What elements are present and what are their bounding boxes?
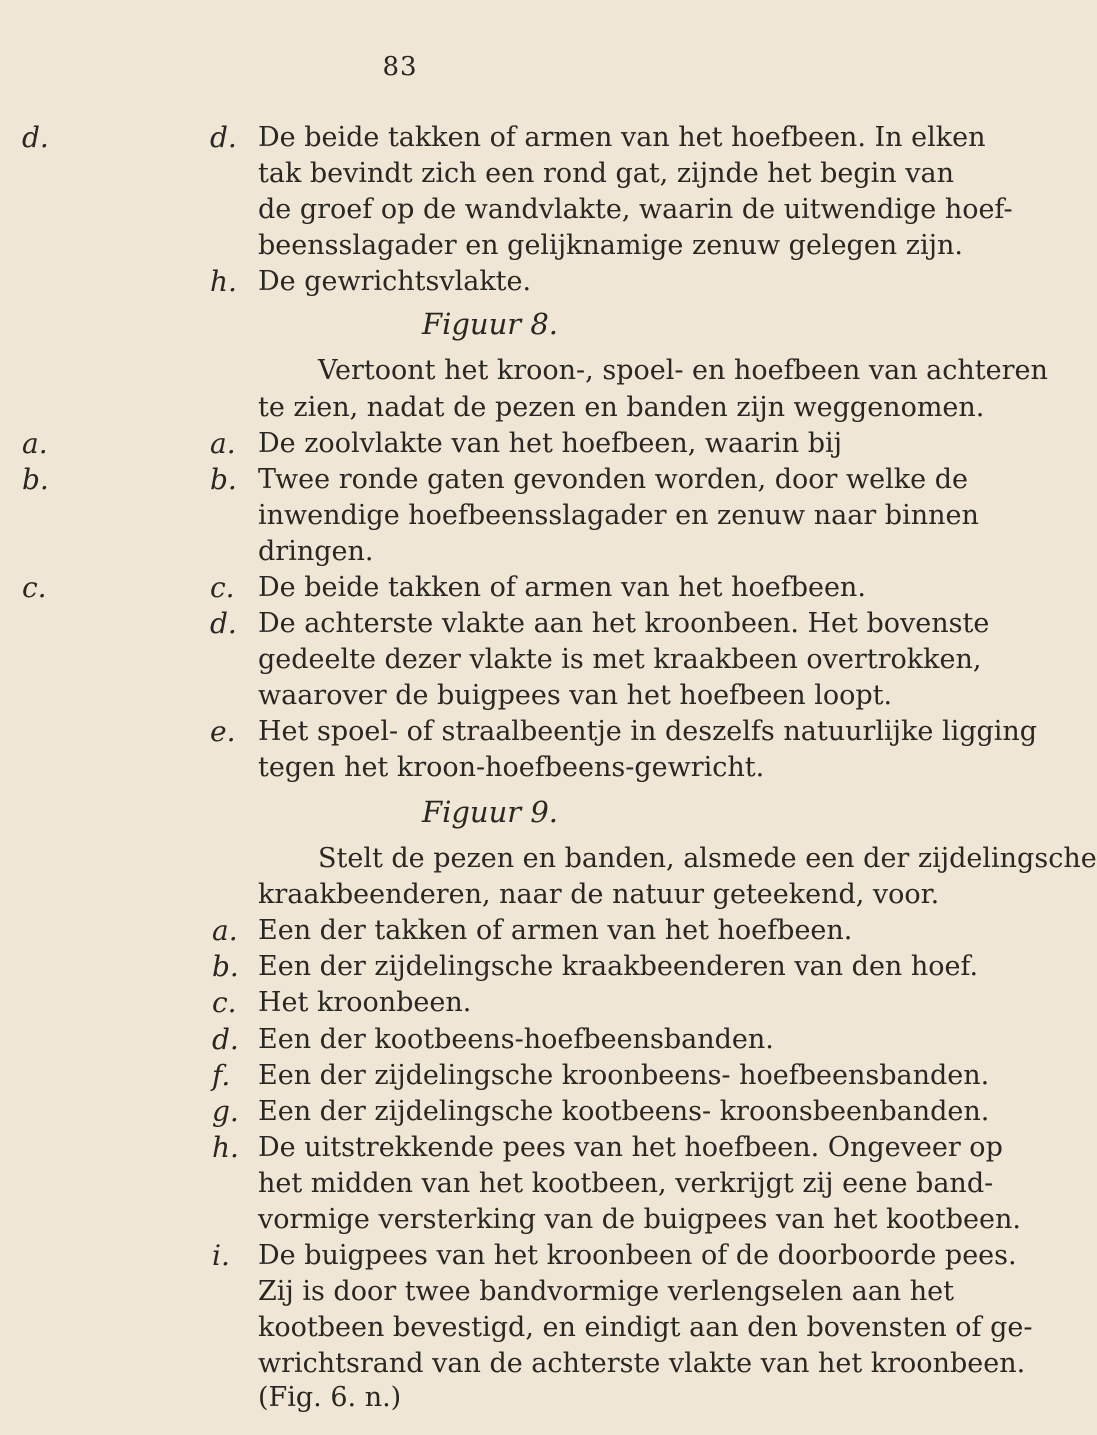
figure-9-item-i-text-4: wrichtsrand van de achterste vlakte van het kroonbeen. [258,1348,1026,1380]
figure-9-item-i-text-5: (Fig. 6. n.) [258,1382,402,1414]
figure-8-item-c-label-right: c. [210,570,235,604]
figure-9-item-c-label: c. [212,986,237,1020]
figure-9-item-i-text-3: kootbeen bevestigd, en eindigt aan den bovensten of ge- [258,1312,1033,1344]
figure-9-item-d-text-1: Een der kootbeens-hoefbeensbanden. [258,1023,774,1055]
item-h-text-1: De gewrichtsvlakte. [258,266,532,298]
item-d-label-right: d. [210,121,237,154]
figure-9-item-a-label: a. [212,914,238,948]
figure-9-item-b-text-1: Een der zijdelingsche kraakbeenderen van den hoef. [258,951,979,983]
figure-9-item-f-text-1: Een der zijdelingsche kroonbeens- hoefbeensbanden. [258,1059,990,1091]
figure-9-item-g-text-1: Een der zijdelingsche kootbeens- kroonsbeenbanden. [258,1095,990,1127]
figure-8-item-e-label-right: e. [210,715,236,749]
figure-8-item-b-label-right: b. [210,462,237,496]
figure-9-intro-text-2: kraakbeenderen, naar de natuur geteekend, voor. [258,879,940,911]
figure-8-item-b-text-3: dringen. [258,535,374,567]
figure-8-item-b-text-1: Twee ronde gaten gevonden worden, door welke de [258,463,968,495]
figure-9-item-h-text-3: vormige versterking van de buigpees van het kootbeen. [258,1203,1021,1235]
figure-8-item-a-label-left: a. [22,426,48,460]
figure-8-item-a-text-1: De zoolvlakte van het hoefbeen, waarin bij [258,427,842,459]
figure-8-item-d-text-1: De achterste vlakte aan het kroonbeen. Het bovenste [258,607,990,639]
figure-8-item-d-text-2: gedeelte dezer vlakte is met kraakbeen overtrokken, [258,643,982,675]
figure-8-intro-text-2: te zien, nadat de pezen en banden zijn weggenomen. [258,391,985,423]
figure-9-item-h-label: h. [212,1130,239,1164]
figure-8-item-c-label-left: c. [22,570,47,604]
figure-9-item-f-label: f. [212,1058,231,1092]
figure-8-heading: Figuur 8. [421,307,559,341]
figure-9-item-i-text-1: De buigpees van het kroonbeen of de doorboorde pees. [258,1239,1017,1271]
item-d-text-3: de groef op de wandvlakte, waarin de uitwendige hoef- [258,194,1013,226]
figure-9-item-d-label: d. [212,1022,239,1056]
figure-9-item-h-text-1: De uitstrekkende pees van het hoefbeen. Ongeveer op [258,1131,1003,1163]
figure-8-item-a-label-right: a. [210,426,236,460]
item-d-text-1: De beide takken of armen van het hoefbeen. In elken [258,122,986,153]
item-d-label-left: d. [22,121,49,154]
figure-9-item-a-text-1: Een der takken of armen van het hoefbeen. [258,915,853,947]
figure-8-item-d-label-right: d. [210,606,237,640]
figure-9-item-b-label: b. [212,950,239,984]
item-d-text-4: beensslagader en gelijknamige zenuw gelegen zijn. [258,230,963,262]
figure-8-intro-text-1: Vertoont het kroon-, spoel- en hoefbeen van achteren [318,355,1048,387]
item-d-text-2: tak bevindt zich een rond gat, zijnde het begin van [258,158,955,190]
figure-9-item-h-text-2: het midden van het kootbeen, verkrijgt zij eene band- [258,1167,994,1199]
figure-9-heading: Figuur 9. [421,794,559,829]
figure-8-item-d-text-3: waarover de buigpees van het hoefbeen loopt. [258,680,893,711]
page-number: 83 [382,52,418,82]
figure-9-item-i-label: i. [212,1238,230,1272]
figure-8-item-b-label-left: b. [22,462,49,496]
figure-8-item-e-text-2: tegen het kroon-hoefbeens-gewricht. [258,752,765,784]
figure-9-item-c-text-1: Het kroonbeen. [258,987,472,1019]
figure-9-item-i-text-2: Zij is door twee bandvormige verlengselen aan het [258,1275,954,1307]
figure-8-item-b-text-2: inwendige hoefbeensslagader en zenuw naar binnen [258,499,979,531]
figure-8-item-c-text-1: De beide takken of armen van het hoefbeen. [258,571,866,603]
figure-9-intro-text-1: Stelt de pezen en banden, alsmede een der zijdelingsche [318,843,1097,875]
figure-9-item-g-label: g. [212,1094,239,1128]
item-h-label: h. [210,265,237,299]
figure-8-item-e-text-1: Het spoel- of straalbeentje in deszelfs natuurlijke ligging [258,716,1038,748]
